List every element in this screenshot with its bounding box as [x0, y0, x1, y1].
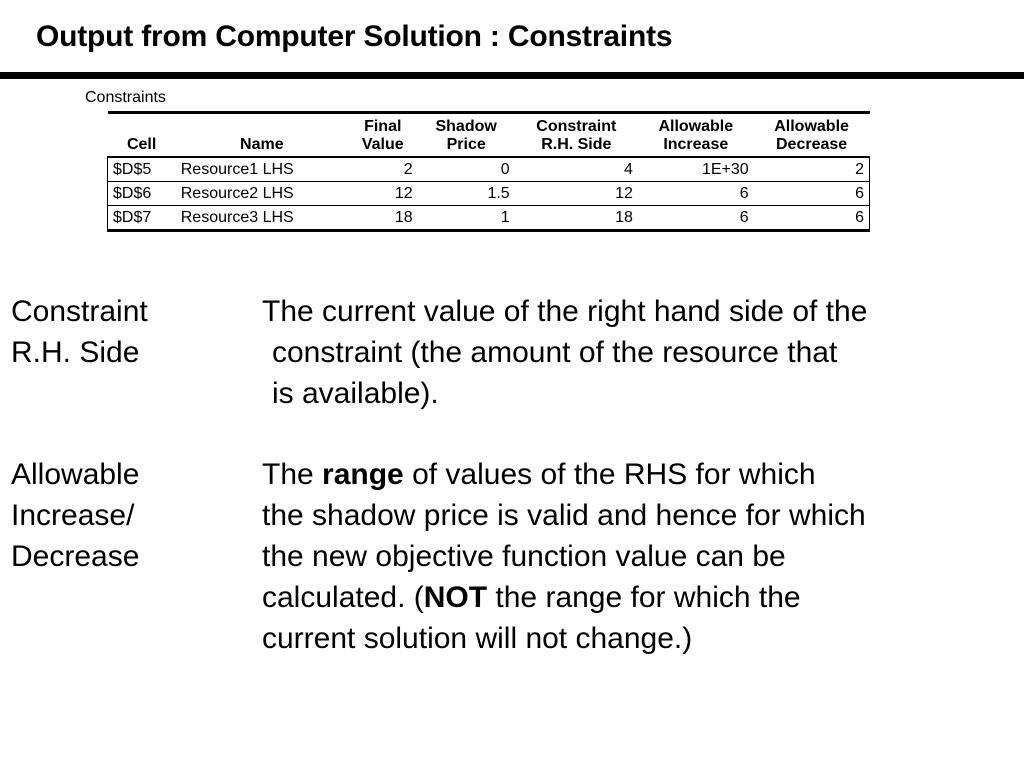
shadow-price: 1 — [418, 206, 515, 231]
constraint-name: Resource3 LHS — [176, 206, 348, 231]
definition-line: current solution will not change.) — [262, 622, 693, 655]
emphasis-range: range — [322, 458, 404, 491]
final-value: 2 — [348, 157, 418, 182]
table-caption: Constraints — [85, 89, 166, 106]
slide-title: Output from Computer Solution : Constraints — [36, 20, 673, 53]
header-cell: Cell — [108, 113, 176, 158]
definition-term-rhs: Constraint R.H. Side — [11, 295, 148, 369]
final-value: 18 — [348, 206, 418, 231]
emphasis-not: NOT — [423, 581, 488, 614]
header-constraint-rhs: Constraint R.H. Side — [515, 113, 638, 158]
definition-term-allowable: Allowable Increase/ Decrease — [11, 458, 140, 573]
cell-ref: $D$5 — [108, 157, 176, 182]
allowable-increase: 1E+30 — [638, 157, 754, 182]
table-row — [108, 182, 870, 206]
table-row — [108, 157, 870, 182]
cell-ref: $D$7 — [108, 206, 176, 231]
definition-line: the shadow price is valid and hence for which — [262, 499, 866, 532]
constraint-name: Resource1 LHS — [176, 157, 348, 182]
definition-line: calculated. (NOT the range for which the — [262, 581, 801, 614]
header-allowable-decrease: Allowable Decrease — [754, 113, 870, 158]
allowable-decrease: 6 — [754, 182, 870, 206]
allowable-increase: 6 — [638, 182, 754, 206]
allowable-increase: 6 — [638, 206, 754, 231]
shadow-price: 1.5 — [418, 182, 515, 206]
header-allowable-increase: Allowable Increase — [638, 113, 754, 158]
allowable-decrease: 6 — [754, 206, 870, 231]
final-value: 12 — [348, 182, 418, 206]
constraint-rhs: 18 — [515, 206, 638, 231]
header-shadow-price: Shadow Price — [418, 113, 515, 158]
header-final-value: Final Value — [348, 113, 418, 158]
constraint-name: Resource2 LHS — [176, 182, 348, 206]
cell-ref: $D$6 — [108, 182, 176, 206]
constraints-table — [107, 111, 870, 232]
constraint-rhs: 12 — [515, 182, 638, 206]
allowable-decrease: 2 — [754, 157, 870, 182]
table-header-row — [108, 113, 870, 158]
definition-line: The range of values of the RHS for which — [262, 458, 816, 491]
definition-line: the new objective function value can be — [262, 540, 786, 573]
title-divider — [0, 72, 1024, 79]
definition-text-allowable — [262, 454, 866, 659]
header-name: Name — [176, 113, 348, 158]
shadow-price: 0 — [418, 157, 515, 182]
constraint-rhs: 4 — [515, 157, 638, 182]
definition-text-rhs: The current value of the right hand side of the constraint (the amount of the resource that is available). — [262, 295, 868, 410]
table-row — [108, 206, 870, 231]
